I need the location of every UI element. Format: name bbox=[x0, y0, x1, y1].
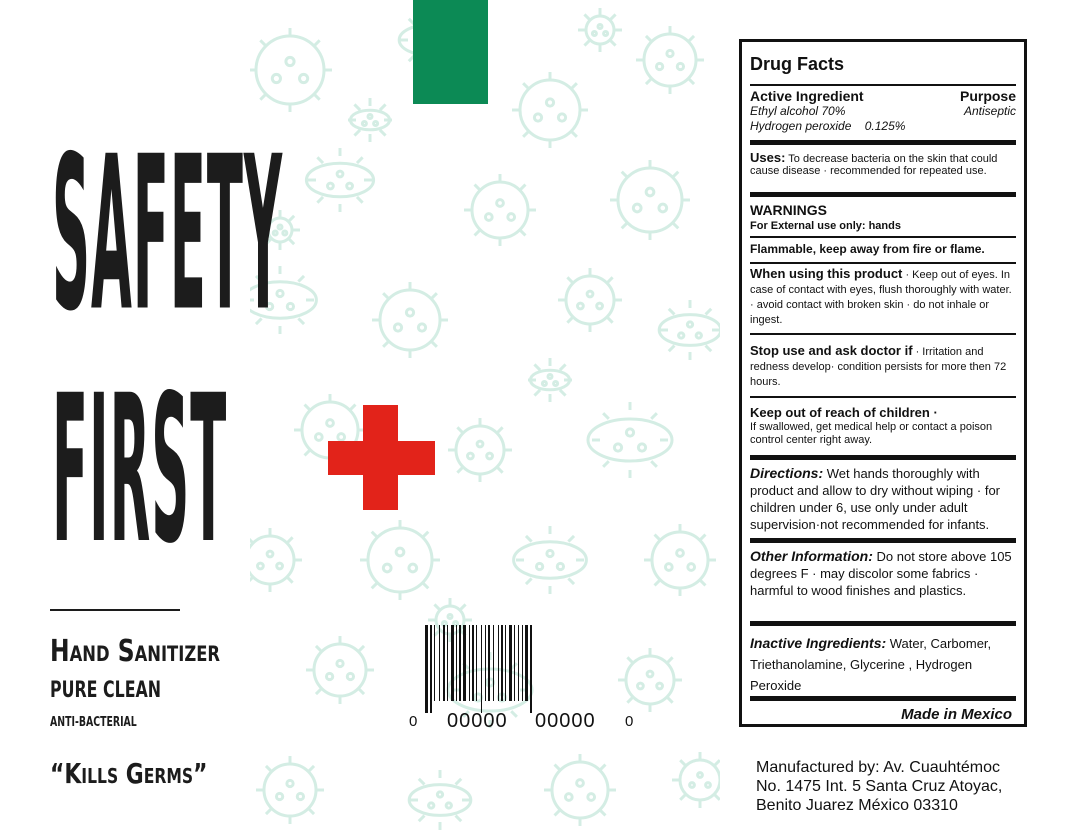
stop-use-label: Stop use and ask doctor if bbox=[750, 343, 913, 358]
product-variant: PURE CLEAN bbox=[50, 678, 162, 703]
barcode-bars bbox=[425, 625, 625, 713]
green-label-tab bbox=[413, 0, 488, 104]
product-type: ANTI-BACTERIAL bbox=[50, 715, 137, 730]
warnings-heading: WARNINGS bbox=[750, 202, 827, 218]
when-using-label: When using this product bbox=[750, 266, 903, 281]
made-in: Made in Mexico bbox=[901, 706, 1012, 723]
divider bbox=[50, 609, 180, 611]
barcode-group-1: 00000 bbox=[447, 710, 508, 732]
warnings-section bbox=[750, 202, 1016, 232]
manufacturer-line-3: Benito Juarez México 03310 bbox=[756, 797, 958, 814]
manufacturer-line-1: Manufactured by: Av. Cuauhtémoc bbox=[756, 759, 1000, 776]
inactive-label: Inactive Ingredients: bbox=[750, 635, 887, 651]
title-line-2: FIRST bbox=[52, 351, 228, 589]
purpose-heading: Purpose bbox=[959, 88, 1016, 104]
uses-section bbox=[750, 152, 1016, 177]
other-information-section bbox=[750, 548, 1016, 599]
uses-label: Uses: bbox=[750, 150, 786, 165]
uses-text: To decrease bacteria on the skin that could cause disease · recommended for repeated use. bbox=[750, 153, 998, 177]
ingredient-1: Ethyl alcohol 70% bbox=[750, 104, 846, 118]
flammable-warning: Flammable, keep away from fire or flame. bbox=[750, 242, 985, 256]
active-ingredient-heading: Active Ingredient bbox=[750, 88, 864, 104]
manufacturer-line-2: No. 1475 Int. 5 Santa Cruz Atoyac, bbox=[756, 778, 1003, 795]
when-using-section bbox=[750, 266, 1016, 328]
drug-facts-panel bbox=[739, 39, 1027, 727]
directions-text: Wet hands thoroughly with product and allow to dry without wiping · for children under 6, use only under adult supervision·not recommended for infants. bbox=[750, 466, 1001, 532]
when-using-text: · Keep out of eyes. In case of contact with eyes, flush thoroughly with water. · avoid contact with broken skin · do not inhale or ingest. bbox=[750, 269, 1012, 326]
keep-out-section bbox=[750, 405, 1016, 447]
external-use: For External use only: hands bbox=[750, 220, 901, 232]
drug-facts-title: Drug Facts bbox=[750, 54, 845, 74]
manufacturer-address bbox=[756, 758, 1002, 815]
other-info-text: Do not store above 105 degrees F · may discolor some fabrics · harmful to wood finishes and plastics. bbox=[750, 549, 1012, 598]
barcode-left-digit: 0 bbox=[409, 713, 418, 730]
purpose-1: Antiseptic bbox=[963, 104, 1016, 118]
barcode-group-2: 00000 bbox=[535, 710, 596, 732]
barcode-right-digit: 0 bbox=[625, 713, 634, 730]
active-ingredient-section bbox=[750, 88, 1016, 134]
other-info-label: Other Information: bbox=[750, 548, 873, 564]
ingredient-2: Hydrogen peroxide bbox=[750, 119, 852, 133]
title-line-1: SAFETY bbox=[52, 110, 284, 358]
stop-use-section bbox=[750, 343, 1016, 390]
slogan: “Kills Germs” bbox=[50, 757, 208, 790]
product-name: Hand Sanitizer bbox=[50, 634, 221, 669]
keep-out-text: If swallowed, get medical help or contact a poison control center right away. bbox=[750, 421, 993, 446]
directions-section bbox=[750, 465, 1016, 533]
amount-2: 0.125% bbox=[864, 119, 906, 133]
inactive-text: Water, Carbomer, Triethanolamine, Glycerine , Hydrogen Peroxide bbox=[750, 636, 992, 693]
stop-use-text: · Irritation and redness develop· condition persists for more then 72 hours. bbox=[750, 346, 1007, 388]
keep-out-label: Keep out of reach of children · bbox=[750, 405, 938, 420]
inactive-ingredients-section bbox=[750, 633, 1016, 696]
barcode bbox=[405, 625, 635, 735]
directions-label: Directions: bbox=[750, 465, 824, 481]
